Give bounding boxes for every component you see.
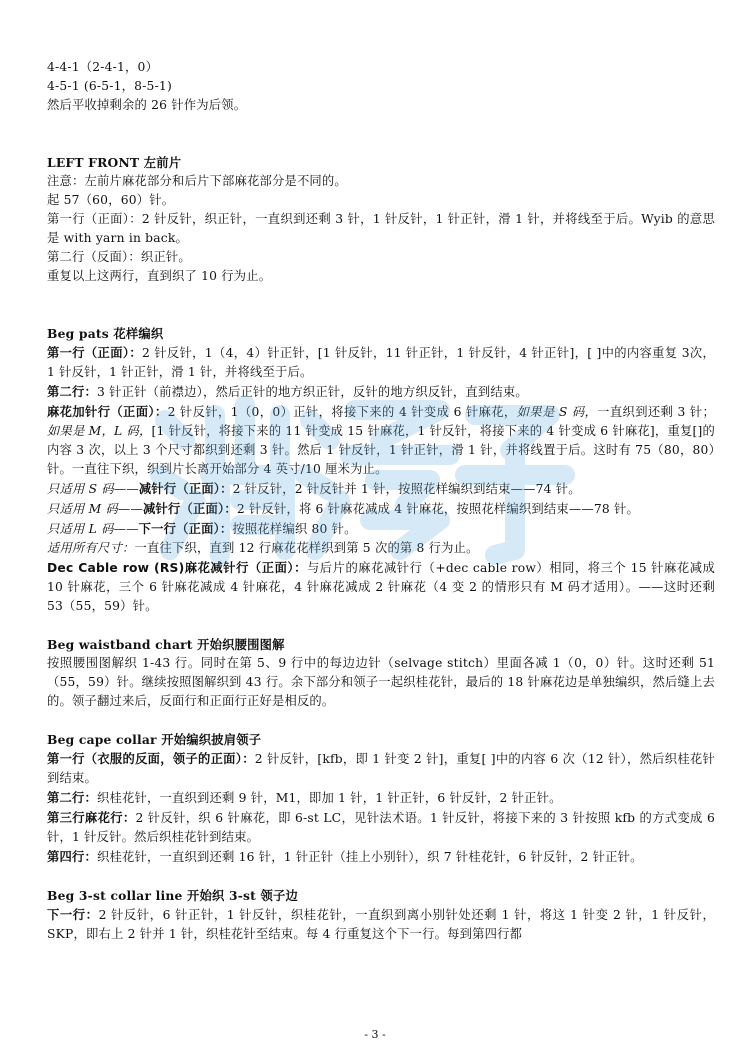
row-text: 2 针反针，6 针正针，1 针反针，织桂花针，一直织到离小别针处还剩 1 针，将这 1 针变 2 针，1 针反针，SKP，即右上 2 针并 1 针，织桂花针至结束。每 4 行重复这个下一行。每到第四行都 [47,908,715,941]
row-text: 2 针反针，1（0，0）正针，将接下来的 4 针变成 6 针麻花， [167,405,517,419]
row-text: 织桂花针，一直织到还剩 16 针，1 针正针（挂上小别针），织 7 针桂花针，6 针反针，2 针正针。 [97,850,643,864]
row-text: 织桂花针，一直织到还剩 9 针，M1，即加 1 针，1 针正针，6 针反针，2 针正针。 [97,791,562,805]
size-note: 如果是 M，L 码， [47,424,152,438]
row-label: 第二行： [47,384,97,399]
instruction-row [47,539,715,558]
instruction-row [47,343,715,382]
row-text: 一直往下织，直到 12 行麻花花样织到第 5 次的第 8 行为止。 [134,541,479,555]
size-note: 如果是 S 码， [516,405,598,419]
instruction-row [47,499,715,519]
instruction-row [47,788,715,808]
row-label: 第四行： [47,849,97,864]
section-heading-waistband: Beg waistband chart 开始织腰围图解 [47,637,285,652]
section-heading-beg-pats: Beg pats 花样编织 [47,326,164,341]
row-label: 减针行（正面）： [143,501,237,516]
instruction-row [47,382,715,402]
instruction-row [47,479,715,499]
instruction-row [47,847,715,867]
row-label: 麻花加针行（正面）： [47,404,168,419]
text-line: 4-5-1 (6-5-1，8-5-1) [47,79,172,93]
row-label: 第一行（正面）： [47,345,142,360]
text-line: 注意：左前片麻花部分和后片下部麻花部分是不同的。 [47,174,347,188]
size-note: 适用所有尺寸： [47,541,135,555]
text-line: 起 57（60，60）针。 [47,193,175,207]
instruction-row [47,558,715,616]
row-text: 2 针反针，[kfb，即 1 针变 2 针]，重复[ ]中的内容 6 次（12 针），然后织桂花针到结束。 [47,752,715,785]
row-text: 2 针反针，将 6 针麻花减成 4 针麻花，按照花样编织到结束——78 针。 [236,502,640,516]
row-text: 2 针反针，2 针反针并 1 针，按照花样编织到结束——74 针。 [232,482,581,496]
text-line: 第二行（反面）：织正针。 [47,250,191,264]
document-body [47,58,715,944]
text-line: 然后平收掉剩余的 26 针作为后领。 [47,98,247,112]
row-label: 第三行麻花行： [47,810,136,825]
size-note: 只适用 L 码—— [47,522,139,536]
instruction-row [47,808,715,847]
size-note: 只适用 S 码—— [47,482,139,496]
row-label: 下一行（正面）： [138,521,233,536]
row-label: 减针行（正面）： [138,481,233,496]
instruction-row [47,519,715,539]
text-line: 4-4-1（2-4-1，0） [47,60,159,74]
row-text: 2 针反针，1（4，4）针正针，[1 针反针，11 针正针，1 针反针，4 针正针]，[ ]中的内容重复 3次，1 针反针，1 针正针，滑 1 针，并将线至于后。 [47,346,715,379]
page-number: - 3 - [364,1028,386,1041]
row-text: 2 针反针，织 6 针麻花，即 6-st LC，见针法术语。1 针反针，将接下来的 3 针按照 kfb 的方式变成 6 针，1 针反针。然后织桂花针到结束。 [47,811,715,844]
text-paragraph: 按照腰围图解织 1-43 行。同时在第 5、9 行中的每边边针（selvage stitch）里面各减 1（0，0）针。这时还剩 51（55，59）针。继续按照图解织到 43 行。余下部分和领子一起织桂花针，最后的 18 针麻花边是单独编织，然后缝上去的。领子翻过来后，反面行和正面行正好是相反的。 [47,656,715,708]
row-text: 与后片的麻花减针行（+dec cable row）相同，将三个 15 针麻花减成 10 针麻花，三个 6 针麻花减成 4 针麻花，4 针麻花减成 2 针麻花（4 变 2 的情形只有 M 码才适用）。——这时还剩 53（55，59）针。 [47,561,716,613]
instruction-row [47,749,715,788]
section-heading-left-front: LEFT FRONT 左前片 [47,155,182,170]
text-line: 第一行（正面）：2 针反针，织正针，一直织到还剩 3 针，1 针反针，1 针正针，滑 1 针，并将线至于后。Wyib 的意思是 with yarn in back。 [47,212,715,245]
row-label: 第二行： [47,790,97,805]
instruction-row [47,905,715,944]
row-label: 麻花减针行（正面）： [184,560,307,575]
row-label: 下一行： [47,907,99,922]
size-note: 只适用 M 码—— [47,502,143,516]
text-line: 重复以上这两行，直到织了 10 行为止。 [47,269,272,283]
row-text: 按照花样编织 80 针。 [232,522,357,536]
row-text: 3 针正针（前襟边），然后正针的地方织正针，反针的地方织反针，直到结束。 [97,385,528,399]
row-text: [1 针反针，将接下来的 11 针变成 15 针麻花，1 针反针，将接下来的 4 针变成 6 针麻花]，重复[]的内容 3 次，以上 3 个尺寸都织到还剩 3 针。然后 1 针反针，1 针正针，滑 1 针，并将线置于后。这时有 75（80，80）针。一直往下织，织到片长离开始部分 4 英寸/10 厘米为止。 [47,424,715,476]
section-heading-cape-collar: Beg cape collar 开始编织披肩领子 [47,732,262,747]
instruction-row [47,402,715,479]
row-label: Dec Cable row (RS) [47,561,185,575]
row-label: 第一行（衣服的反面，领子的正面）： [47,751,255,766]
row-text: 一直织到还剩 3 针； [597,405,715,419]
section-heading-collar-line: Beg 3-st collar line 开始织 3-st 领子边 [47,888,298,903]
